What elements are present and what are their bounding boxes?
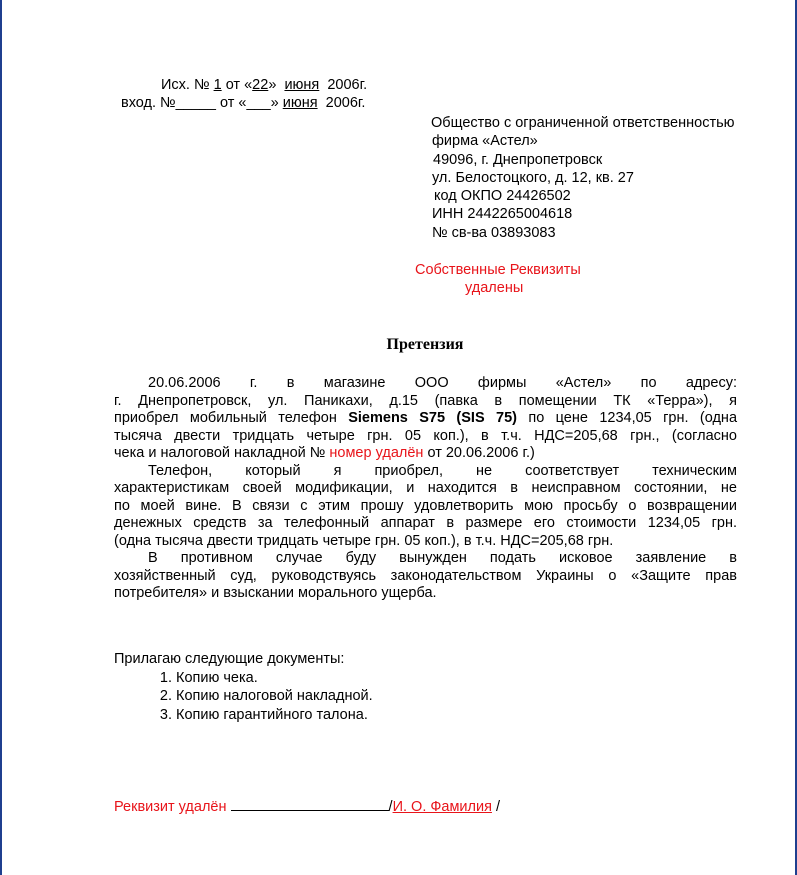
- body-line: денежных средств за телефонный аппарат в размере его стоимости 1234,05 грн.: [114, 515, 737, 531]
- attachment-item: 2. Копию налоговой накладной.: [176, 687, 373, 706]
- outgoing-label: Исх. №: [161, 77, 210, 93]
- addressee-line: ИНН 2442265004618: [432, 206, 573, 223]
- outgoing-close: »: [268, 77, 277, 93]
- signature-name: И. О. Фамилия: [392, 799, 492, 815]
- removed-signature-label: Реквизит удалён: [114, 799, 227, 815]
- attachments-block: [114, 650, 373, 724]
- outgoing-number: 1: [213, 77, 222, 93]
- incoming-year: 2006г.: [325, 95, 366, 111]
- body-line: тысяча двести тридцать четыре грн. 05 коп.), в т.ч. НДС=205,68 грн., (согласно: [114, 427, 737, 444]
- signature-line: [114, 797, 500, 815]
- outgoing-month: июня: [284, 77, 320, 93]
- body-line: приобрел мобильный телефон Siemens S75 (SIS 75) по цене 1234,05 грн. (одна: [114, 410, 738, 426]
- addressee-line: № св-ва 03893083: [432, 224, 556, 241]
- addressee-line: код ОКПО 24426502: [434, 188, 571, 205]
- document-title: Претензия: [386, 336, 464, 353]
- attachments-heading: Прилагаю следующие документы:: [114, 651, 345, 667]
- signature-slash: /: [495, 799, 501, 815]
- body-line: чека и налоговой накладной № номер удалён от 20.06.2006 г.): [114, 445, 535, 461]
- attachment-item: 3. Копию гарантийного талона.: [176, 706, 373, 725]
- addressee-line: Общество с ограниченной ответственностью: [431, 115, 735, 131]
- phone-model: Siemens S75 (SIS 75): [348, 410, 517, 426]
- body-line: Телефон, который я приобрел, не соответствует техническим: [148, 462, 737, 479]
- body-line: характеристикам своей модификации, и находится в неисправном состоянии, не: [114, 480, 737, 496]
- addressee-line: 49096, г. Днепропетровск: [433, 151, 603, 168]
- addressee-line: фирма «Астел»: [432, 133, 538, 150]
- removed-requisites-line1: Собственные Реквизиты: [415, 262, 581, 278]
- removed-requisites-line2: удалены: [465, 280, 524, 296]
- page-border-left: [0, 0, 2, 875]
- incoming-number-line: [121, 95, 365, 112]
- outgoing-day: 22: [252, 77, 269, 93]
- body-line: г. Днепропетровск, ул. Паникахи, д.15 (павка в помещении ТК «Терра»), я: [114, 392, 737, 409]
- body-line: по моей вине. В связи с этим прошу удовлетворить мою просьбу о возвращении: [114, 497, 737, 514]
- addressee-block: [431, 114, 735, 242]
- outgoing-year: 2006г.: [327, 77, 368, 93]
- attachments-list: [114, 669, 373, 725]
- body-line: хозяйственный суд, руководствуясь законодательством Украины о «Защите прав: [114, 567, 737, 584]
- signature-slash: /: [388, 799, 393, 815]
- body-line: потребителя» и взыскании морального ущерба.: [114, 585, 437, 601]
- incoming-label: вход. №_____ от «___»: [121, 95, 283, 111]
- attachment-item: 1. Копию чека.: [176, 669, 373, 688]
- body-line: (одна тысяча двести тридцать четыре грн. 05 коп.), в т.ч. НДС=205,68 грн.: [114, 532, 614, 549]
- outgoing-from: от «: [225, 77, 253, 93]
- outgoing-number-line: [161, 77, 367, 94]
- addressee-line: ул. Белостоцкого, д. 12, кв. 27: [432, 169, 634, 186]
- removed-number: номер удалён: [329, 445, 424, 461]
- body-line: В противном случае буду вынужден подать исковое заявление в: [148, 550, 737, 566]
- body-line: 20.06.2006 г. в магазине ООО фирмы «Астел» по адресу:: [148, 375, 737, 391]
- incoming-month: июня: [282, 95, 318, 111]
- signature-blank: [231, 797, 389, 811]
- claim-body: [114, 375, 737, 603]
